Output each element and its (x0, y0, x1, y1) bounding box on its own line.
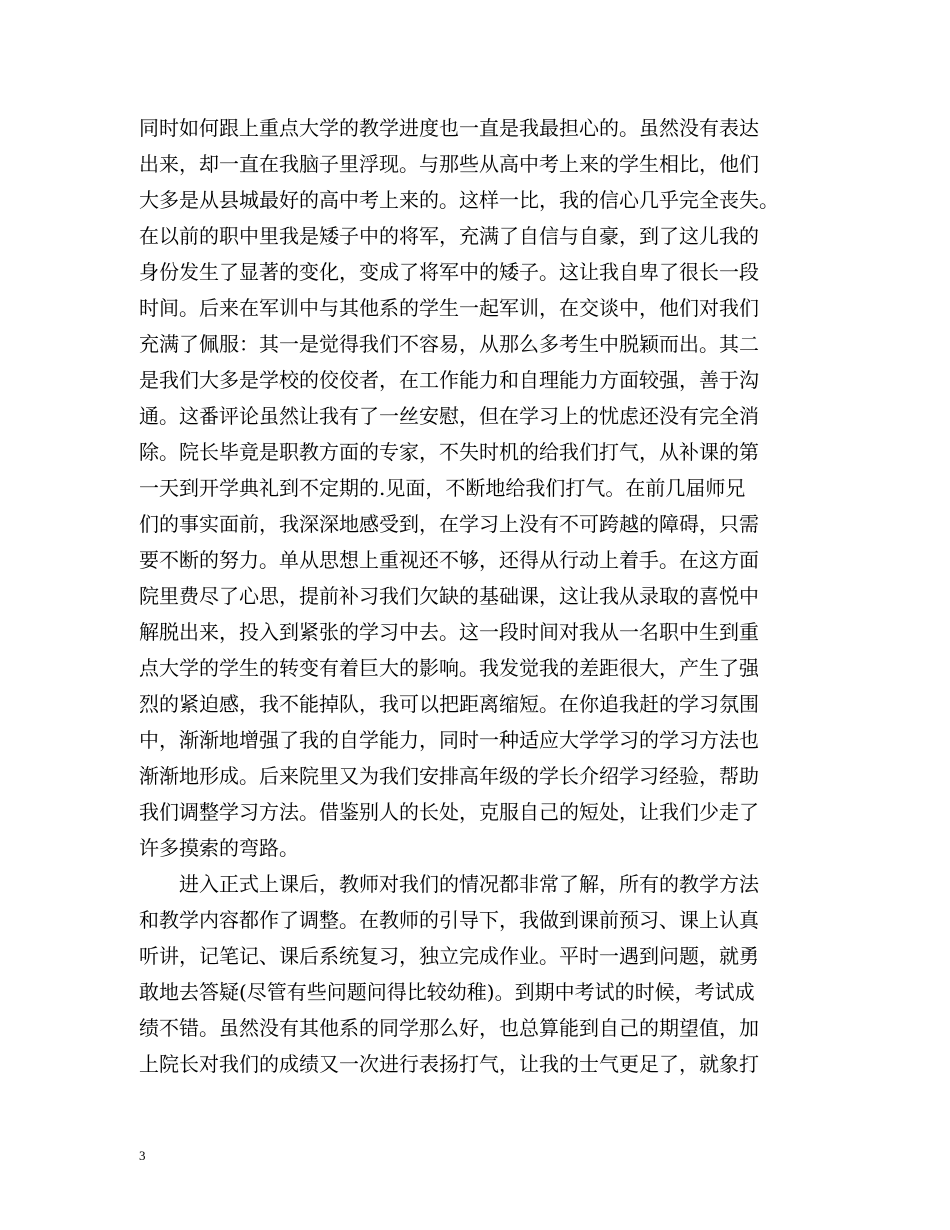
text-line: 中，渐渐地增强了我的自学能力，同时一种适应大学学习的学习方法也 (139, 728, 759, 752)
body-text (139, 110, 839, 1082)
text-line: 除。院长毕竟是职教方面的专家，不失时机的给我们打气，从补课的第 (139, 440, 759, 464)
text-line: 在以前的职中里我是矮子中的将军，充满了自信与自豪，到了这儿我的 (139, 224, 759, 248)
text-line: 点大学的学生的转变有着巨大的影响。我发觉我的差距很大，产生了强 (139, 656, 759, 680)
page-number: 3 (139, 1148, 146, 1163)
text-line: 烈的紧迫感，我不能掉队，我可以把距离缩短。在你追我赶的学习氛围 (139, 692, 759, 716)
text-line: 通。这番评论虽然让我有了一丝安慰，但在学习上的忧虑还没有完全消 (139, 404, 759, 428)
text-line: 是我们大多是学校的佼佼者，在工作能力和自理能力方面较强，善于沟 (139, 368, 759, 392)
text-line: 出来，却一直在我脑子里浮现。与那些从高中考上来的学生相比，他们 (139, 152, 759, 176)
text-line: 我们调整学习方法。借鉴别人的长处，克服自己的短处，让我们少走了 (139, 800, 759, 824)
text-line: 一天到开学典礼到不定期的.见面，不断地给我们打气。在前几届师兄 (139, 476, 746, 500)
text-line: 许多摸索的弯路。 (139, 836, 299, 860)
text-line: 听讲，记笔记、课后系统复习，独立完成作业。平时一遇到问题，就勇 (139, 944, 759, 968)
text-line: 绩不错。虽然没有其他系的同学那么好，也总算能到自己的期望值，加 (139, 1016, 759, 1040)
text-line: 敢地去答疑(尽管有些问题问得比较幼稚)。到期中考试的时候，考试成 (139, 980, 755, 1004)
text-line: 和教学内容都作了调整。在教师的引导下，我做到课前预习、课上认真 (139, 908, 759, 932)
text-line: 大多是从县城最好的高中考上来的。这样一比，我的信心几乎完全丧失。 (139, 188, 779, 212)
text-line: 要不断的努力。单从思想上重视还不够，还得从行动上着手。在这方面 (139, 548, 759, 572)
text-line: 身份发生了显著的变化，变成了将军中的矮子。这让我自卑了很长一段 (139, 260, 759, 284)
text-line: 同时如何跟上重点大学的教学进度也一直是我最担心的。虽然没有表达 (139, 116, 759, 140)
text-line: 解脱出来，投入到紧张的学习中去。这一段时间对我从一名职中生到重 (139, 620, 759, 644)
text-line: 渐渐地形成。后来院里又为我们安排高年级的学长介绍学习经验，帮助 (139, 764, 759, 788)
text-line: 时间。后来在军训中与其他系的学生一起军训，在交谈中，他们对我们 (139, 296, 759, 320)
text-line: 进入正式上课后，教师对我们的情况都非常了解，所有的教学方法 (139, 872, 759, 896)
text-line: 院里费尽了心思，提前补习我们欠缺的基础课，这让我从录取的喜悦中 (139, 584, 759, 608)
text-line: 们的事实面前，我深深地感受到，在学习上没有不可跨越的障碍，只需 (139, 512, 759, 536)
text-line: 充满了佩服：其一是觉得我们不容易，从那么多考生中脱颖而出。其二 (139, 332, 759, 356)
text-line: 上院长对我们的成绩又一次进行表扬打气，让我的士气更足了，就象打 (139, 1052, 759, 1076)
